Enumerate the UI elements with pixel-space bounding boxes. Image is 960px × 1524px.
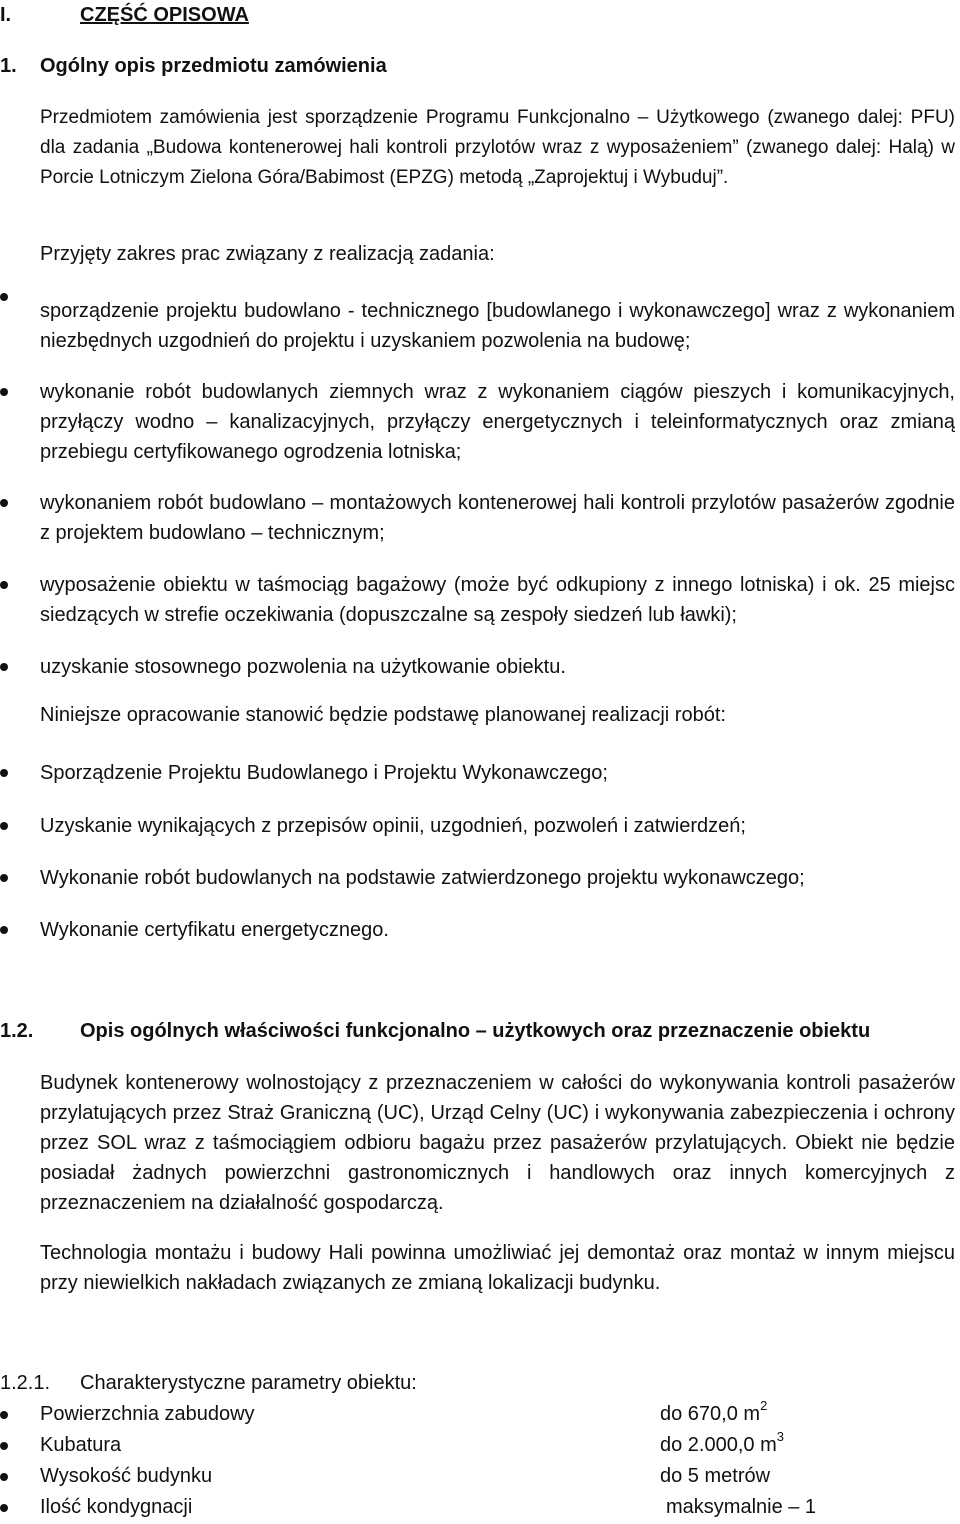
parameter-label: Powierzchnia zabudowy [40,1403,255,1425]
bullet-icon [0,1504,8,1512]
bullet-icon [0,1411,8,1419]
parameter-value: do 5 metrów [660,1465,771,1487]
list-item: uzyskanie stosownego pozwolenia na użytkowanie obiektu. [40,656,566,678]
bullet-icon [0,581,8,589]
bullet-icon [0,926,8,934]
heading121-title: Charakterystyczne parametry obiektu: [80,1372,417,1394]
heading121-number: 1.2.1. [0,1372,51,1394]
section-numeral: I. [0,4,12,26]
bullet-icon [0,499,8,507]
parameter-label: Kubatura [40,1434,122,1456]
bullet-icon [0,388,8,396]
parameter-exponent: 2 [760,1398,768,1413]
parameter-label: Wysokość budynku [40,1465,213,1487]
bullet-icon [0,769,8,777]
bullet-icon [0,874,8,882]
bullet-icon [0,293,8,301]
list-item: wyposażenie obiektu w taśmociąg bagażowy (może być odkupiony z innego lotniska) i ok. 25 miejsc siedzących w strefie oczekiwania (dopuszczalne są zespoły siedzeń lub ławki); [40,574,955,626]
technology-paragraph: Technologia montażu i budowy Hali powinna umożliwiać jej demontaż oraz montaż w innym miejscu przy niewielkich nakładach związanych ze zmianą lokalizacji budynku. [40,1242,955,1294]
parameter-label: Ilość kondygnacji [40,1496,193,1518]
list-item: wykonanie robót budowlanych ziemnych wraz z wykonaniem ciągów pieszych i komunikacyjnych, przyłączy wodno – kanalizacyjnych, przyłączy energetycznych i teleinformatycznych oraz zmianą przebiegu certyfikowanego ogrodzenia lotniska; [40,381,955,463]
list-item: Sporządzenie Projektu Budowlanego i Projektu Wykonawczego; [40,762,608,784]
list-item: sporządzenie projektu budowlano - technicznego [budowlanego i wykonawczego] wraz z wykonaniem niezbędnych uzgodnień do projektu i uzyskaniem pozwolenia na budowę; [40,300,955,352]
bullet-icon [0,822,8,830]
heading12-title: Opis ogólnych właściwości funkcjonalno – użytkowych oraz przeznaczenie obiektu [80,1020,871,1042]
scope-intro: Przyjęty zakres prac związany z realizacją zadania: [40,243,495,265]
heading12-number: 1.2. [0,1020,34,1042]
building-paragraph: Budynek kontenerowy wolnostojący z przeznaczeniem w całości do wykonywania kontroli pasażerów przylatujących przez Straż Graniczną (UC), Urząd Celny (UC) i wykonywania zabezpieczenia i ochrony przez SOL wraz z taśmociągiem odbioru bagażu przez pasażerów przylatujących. Obiekt nie będzie posiadał żadnych powierzchni gastronomicznych i handlowych oraz innych komercyjnych z przeznaczeniem na działalność gospodarczą. [40,1072,955,1214]
parameter-value: do 2.000,0 $m^3$ [660,1429,784,1456]
list-item: wykonaniem robót budowlano – montażowych kontenerowej hali kontroli przylotów pasażerów zgodnie z projektem budowlano – technicznym; [40,492,955,544]
heading1-number: 1. [0,55,17,77]
bullet-icon [0,1473,8,1481]
parameter-exponent: 3 [776,1429,784,1444]
intro-paragraph: Przedmiotem zamówienia jest sporządzenie Programu Funkcjonalno – Użytkowego (zwanego dalej: PFU) dla zadania „Budowa kontenerowej hali kontroli przylotów wraz z wyposażeniem” (zwanego dalej: Halą) w Porcie Lotniczym Zielona Góra/Babimost (EPZG) metodą „Zaprojektuj i Wybuduj”. [40,107,955,188]
list-item: Wykonanie certyfikatu energetycznego. [40,919,389,941]
parameter-value: do 670,0 $m^2$ [660,1398,768,1425]
bullet-icon [0,1442,8,1450]
parameter-value: maksymalnie – 1 [666,1496,817,1518]
bullet-icon [0,663,8,671]
list-item: Wykonanie robót budowlanych na podstawie zatwierdzonego projektu wykonawczego; [40,867,805,889]
list-item: Uzyskanie wynikających z przepisów opinii, uzgodnień, pozwoleń i zatwierdzeń; [40,815,746,837]
heading1-title: Ogólny opis przedmiotu zamówienia [40,55,387,77]
section-title: CZĘŚĆ OPISOWA [80,4,249,26]
basis-intro: Niniejsze opracowanie stanowić będzie podstawę planowanej realizacji robót: [40,704,726,726]
